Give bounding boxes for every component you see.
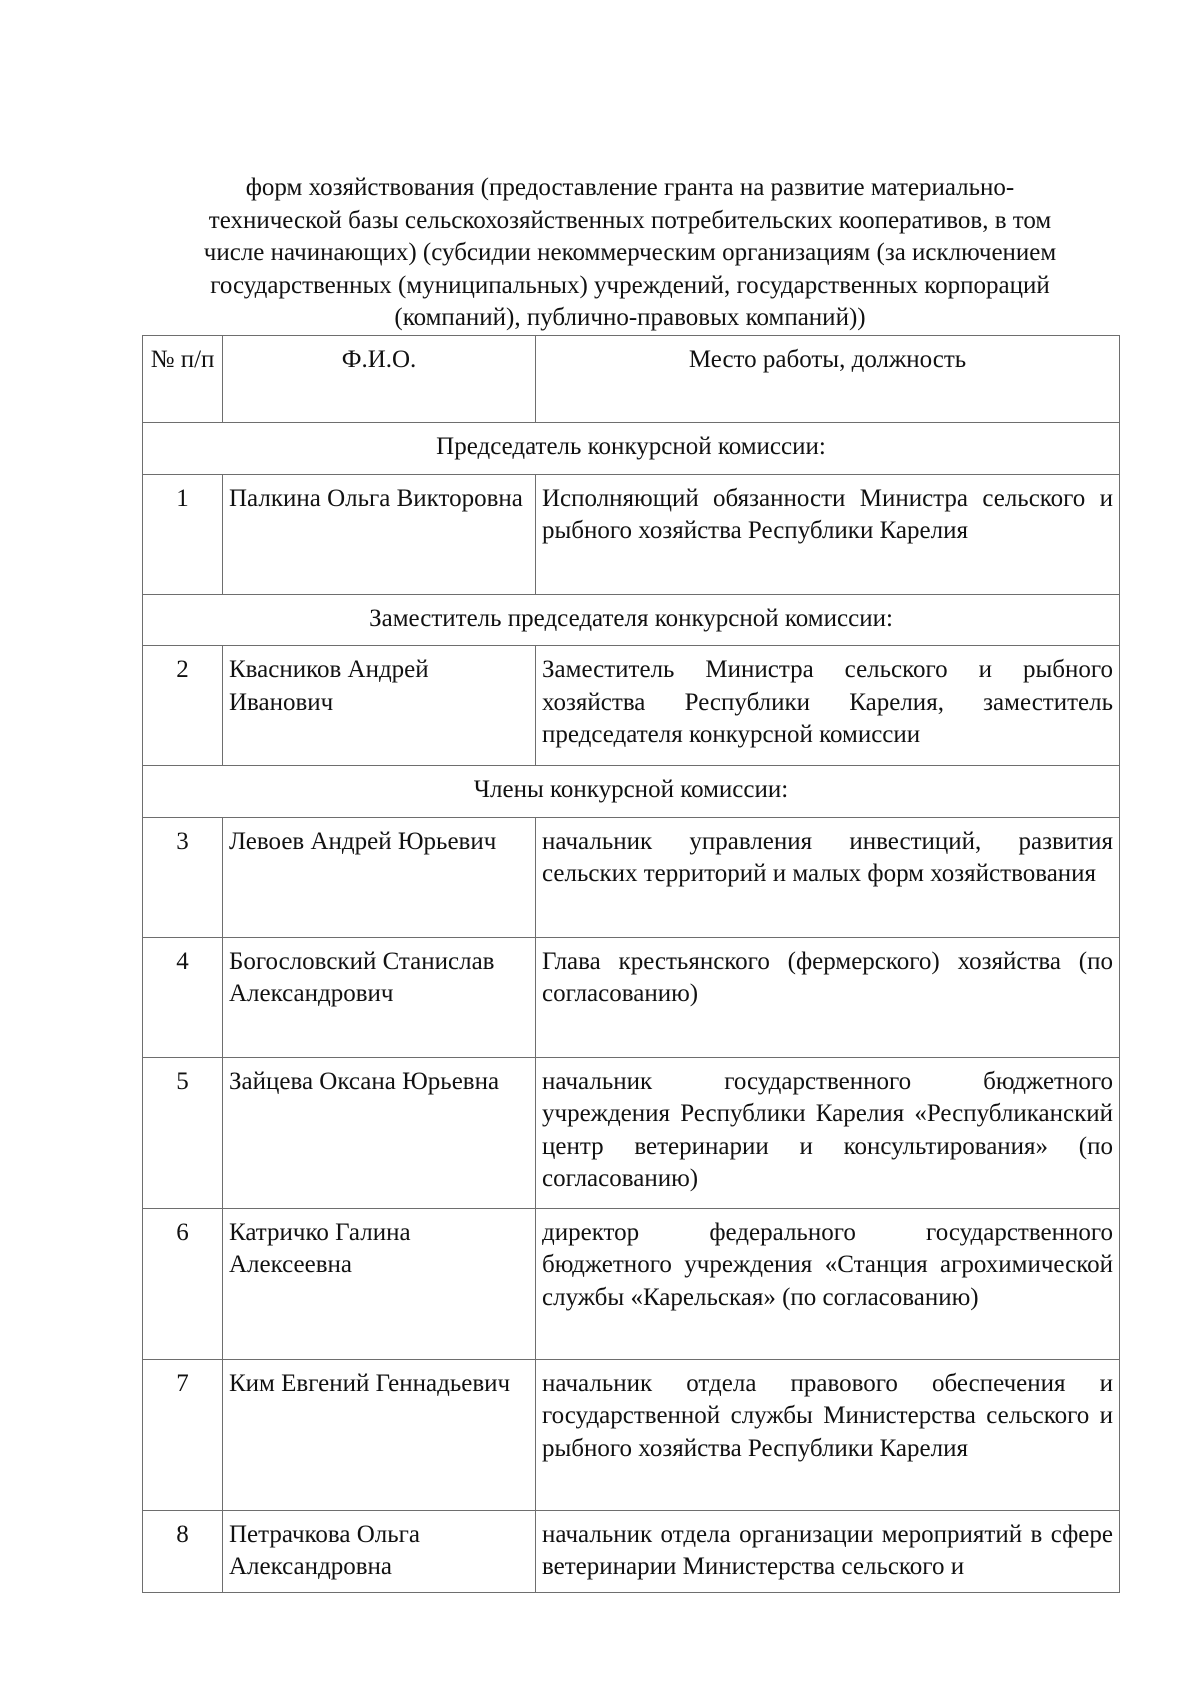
row-number: 5 (143, 1057, 223, 1208)
member-name: Левоев Андрей Юрьевич (223, 817, 536, 937)
row-number: 7 (143, 1359, 223, 1510)
table-row (143, 474, 1120, 594)
member-position: Исполняющий обязанности Министра сельского и рыбного хозяйства Республики Карелия (536, 474, 1120, 594)
row-number: 4 (143, 937, 223, 1057)
section-row-deputy (143, 594, 1120, 646)
table-row (143, 1510, 1120, 1592)
member-name: Квасников Андрей Иванович (223, 646, 536, 766)
member-name: Палкина Ольга Викторовна (223, 474, 536, 594)
heading-line: числе начинающих) (субсидии некоммерческим организациям (за исключением (203, 239, 1057, 266)
commission-table (142, 335, 1120, 1593)
column-header-position: Место работы, должность (536, 336, 1120, 423)
heading-line: (компаний), публично-правовых компаний)) (394, 304, 866, 331)
member-position: директор федерального государственного бюджетного учреждения «Станция агрохимической службы «Карельская» (по согласованию) (536, 1208, 1120, 1359)
member-name: Зайцева Оксана Юрьевна (223, 1057, 536, 1208)
row-number: 6 (143, 1208, 223, 1359)
section-title-chair: Председатель конкурсной комиссии: (143, 423, 1120, 475)
section-row-chair (143, 423, 1120, 475)
member-name: Катричко Галина Алексеевна (223, 1208, 536, 1359)
member-position: Глава крестьянского (фермерского) хозяйства (по согласованию) (536, 937, 1120, 1057)
table-row (143, 1057, 1120, 1208)
section-title-members: Члены конкурсной комиссии: (143, 766, 1120, 818)
table-row (143, 937, 1120, 1057)
table-row (143, 1208, 1120, 1359)
row-number: 3 (143, 817, 223, 937)
member-position: начальник государственного бюджетного учреждения Республики Карелия «Республиканский центр ветеринарии и консультирования» (по согласованию) (536, 1057, 1120, 1208)
member-position: начальник отдела правового обеспечения и государственной службы Министерства сельского и рыбного хозяйства Республики Карелия (536, 1359, 1120, 1510)
member-name: Петрачкова Ольга Александровна (223, 1510, 536, 1592)
row-number: 1 (143, 474, 223, 594)
member-position: Заместитель Министра сельского и рыбного хозяйства Республики Карелия, заместитель председателя конкурсной комиссии (536, 646, 1120, 766)
section-row-members (143, 766, 1120, 818)
table-header-row (143, 336, 1120, 423)
table-row (143, 1359, 1120, 1510)
column-header-number: № п/п (143, 336, 223, 423)
heading-line: форм хозяйствования (предоставление гранта на развитие материально- (245, 174, 1015, 201)
heading-line: технической базы сельскохозяйственных потребительских кооперативов, в том (208, 206, 1052, 234)
heading-line: государственных (муниципальных) учреждений, государственных корпораций (210, 271, 1050, 299)
document-heading (140, 172, 1120, 335)
section-title-deputy: Заместитель председателя конкурсной комиссии: (143, 594, 1120, 646)
column-header-name: Ф.И.О. (223, 336, 536, 423)
member-position: начальник управления инвестиций, развития сельских территорий и малых форм хозяйствования (536, 817, 1120, 937)
row-number: 2 (143, 646, 223, 766)
member-position: начальник отдела организации мероприятий в сфере ветеринарии Министерства сельского и (536, 1510, 1120, 1592)
table-row (143, 646, 1120, 766)
member-name: Богословский Станислав Александрович (223, 937, 536, 1057)
table-row (143, 817, 1120, 937)
row-number: 8 (143, 1510, 223, 1592)
member-name: Ким Евгений Геннадьевич (223, 1359, 536, 1510)
